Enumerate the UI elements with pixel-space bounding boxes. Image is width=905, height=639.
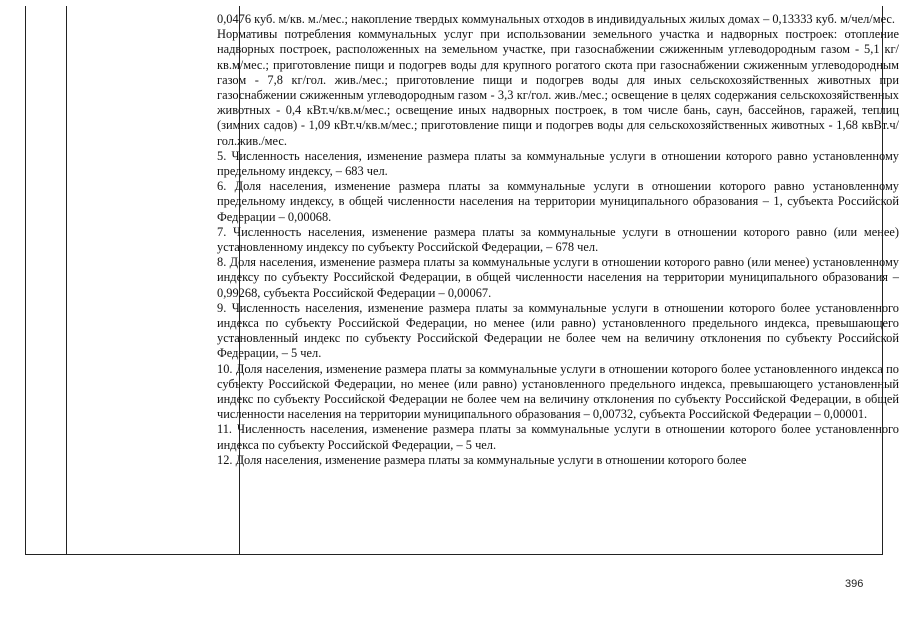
paragraph-5: 7. Численность населения, изменение размера платы за коммунальные услуги в отношении которого равно (или менее) установленному индексу по субъекту Российской Федерации, – 678 чел. [217,224,899,255]
paragraph-7: 9. Численность населения, изменение размера платы за коммунальные услуги в отношении которого более установленного индекса по субъекту Российской Федерации, но менее (или равно) установленного предельного индекса, превышающего установленный индекс по субъекту Российской Федерации не более чем на величину отклонения по субъекту Российской Федерации, – 5 чел. [217,300,899,361]
paragraph-6: 8. Доля населения, изменение размера платы за коммунальные услуги в отношении которого равно (или менее) установленному индексу по субъекту Российской Федерации, в общей численности населения на территории муниципального образования – 0,99268, субъекта Российской Федерации – 0,00067. [217,255,899,300]
paragraph-1: 0,0476 куб. м/кв. м./мес.; накопление твердых коммунальных отходов в индивидуальных жилых домах – 0,13333 куб. м/чел/мес. [217,12,895,26]
paragraph-8: 10. Доля населения, изменение размера платы за коммунальные услуги в отношении которого более установленного индекса по субъекту Российской Федерации, но менее (или равно) установленного предельного индекса, превышающего установленный индекс по субъекту Российской Федерации не более чем на величину отклонения по субъекту Российской Федерации, в общей численности населения на территории муниципального образования – 0,00732, субъекта Российской Федерации – 0,00001. [217,361,899,422]
paragraph-9: 11. Численность населения, изменение размера платы за коммунальные услуги в отношении которого более установленного индекса по субъекту Российской Федерации, – 5 чел. [217,422,899,452]
paragraph-10: 12. Доля населения, изменение размера платы за коммунальные услуги в отношении которого более [217,452,747,467]
paragraph-3: 5. Численность населения, изменение размера платы за коммунальные услуги в отношении которого равно установленному предельному индексу, – 683 чел. [217,148,899,179]
table-cell-content [217,12,899,468]
paragraph-4: 6. Доля населения, изменение размера платы за коммунальные услуги в отношении которого равно установленному предельному индексу, в общей численности населения на территории муниципального образования – 1, субъекта Российской Федерации – 0,00068. [217,179,899,224]
page-number: 396 [845,578,864,590]
column-divider-1 [66,6,67,554]
paragraph-2: Нормативы потребления коммунальных услуг при использовании земельного участка и надворных построек: отопление надворных построек, расположенных на земельном участке, при газоснабжении сжиженным углеводородным газом - 5,1 кг/кв.м/мес.; приготовление пищи и подогрев воды для крупного рогатого скота при газоснабжении сжиженным углеводородным газом - 7,8 кг/гол. жив./мес.; приготовление пищи и подогрев воды для иных сельскохозяйственных животных при газоснабжении сжиженным углеводородным газом - 3,3 кг/гол. жив./мес.; освещение в целях содержания сельскохозяйственных животных - 0,4 кВт.ч/кв.м/мес.; освещение иных надворных построек, в том числе бань, саун, бассейнов, гаражей, теплиц (зимних садов) - 1,09 кВт.ч/кв.м/мес.; приготовление пищи и подогрев воды для сельскохозяйственных животных - 1,68 квВт.ч/гол.жив./мес. [217,27,899,148]
